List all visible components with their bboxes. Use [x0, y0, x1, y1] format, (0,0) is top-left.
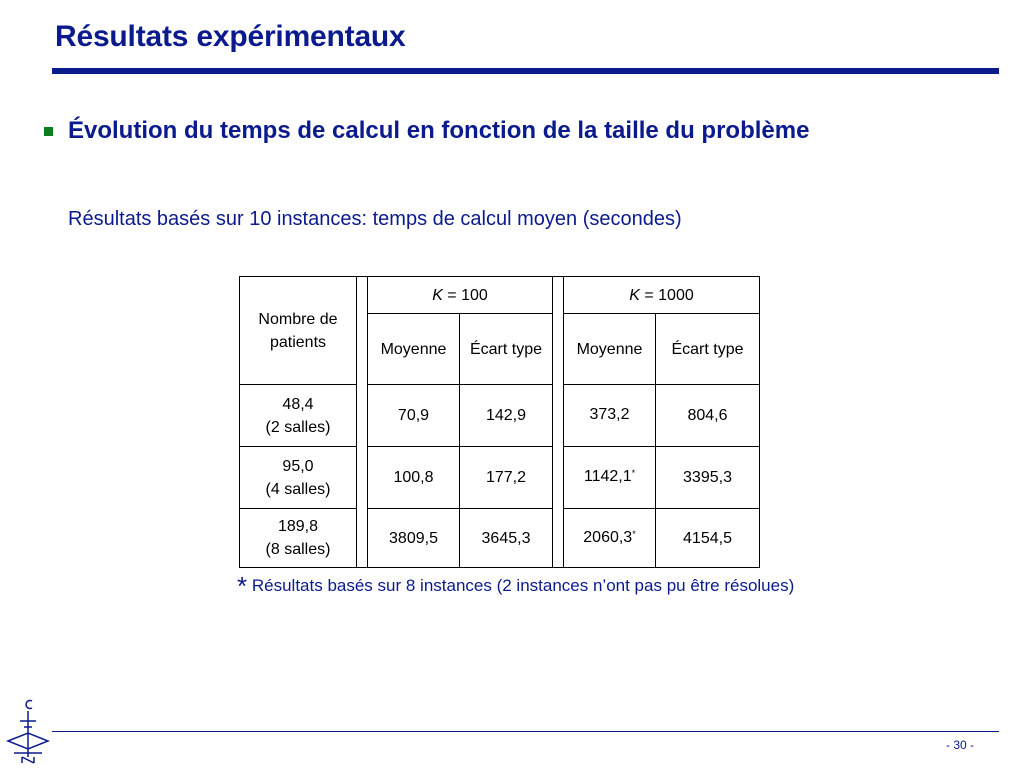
rooms-value: (4 salles): [265, 480, 331, 498]
cell-std-k1000: 3395,3: [656, 447, 760, 509]
footnote-star: *: [237, 571, 248, 601]
title-divider: [52, 68, 999, 74]
footnote-text: Résultats basés sur 8 instances (2 instances n’ont pas pu être résolues): [251, 576, 795, 595]
table-row: [240, 385, 760, 447]
results-caption: Résultats basés sur 10 instances: temps de calcul moyen (secondes): [68, 208, 682, 230]
group-label: = 100: [442, 286, 488, 304]
header-std: Écart type: [656, 314, 760, 385]
rooms-value: (8 salles): [265, 541, 331, 558]
size-value: 48,4: [282, 395, 314, 413]
mean-value: 373,2: [589, 406, 630, 423]
cell-std-k100: 142,9: [460, 385, 553, 447]
footnote: [237, 570, 837, 601]
cell-std-k1000: 804,6: [656, 385, 760, 447]
bullet-point: [44, 114, 844, 147]
column-separator: [357, 277, 368, 568]
mean-value: 2060,3: [583, 528, 633, 546]
slide-title: Résultats expérimentaux: [55, 20, 406, 53]
cell-std-k100: 177,2: [460, 447, 553, 509]
cell-size: [240, 385, 357, 447]
rooms-value: (2 salles): [265, 418, 331, 436]
header-patients-label: Nombre de patients: [258, 310, 338, 351]
institution-logo-icon: [6, 697, 50, 765]
size-value: 189,8: [277, 518, 319, 535]
k-variable: K: [432, 286, 443, 304]
table-header-row-1: [240, 277, 760, 314]
cell-mean-k1000: [564, 509, 656, 568]
cell-mean-k100: 70,9: [368, 385, 460, 447]
footer-divider: [52, 731, 999, 732]
footnote-mark: *: [631, 468, 636, 478]
footnote-mark: *: [632, 528, 636, 539]
header-group-k100: [368, 277, 553, 314]
header-mean: Moyenne: [368, 314, 460, 385]
page-number: - 30 -: [945, 738, 974, 752]
cell-mean-k100: 100,8: [368, 447, 460, 509]
size-value: 95,0: [282, 457, 314, 475]
cell-mean-k1000: [564, 385, 656, 447]
results-table: [239, 276, 760, 568]
k-variable: K: [629, 286, 640, 304]
table-row: [240, 447, 760, 509]
column-separator: [553, 277, 564, 568]
group-label: = 1000: [639, 286, 694, 304]
cell-mean-k1000: [564, 447, 656, 509]
mean-value: 1142,1: [583, 468, 632, 485]
cell-std-k1000: 4154,5: [656, 509, 760, 568]
header-patients: [240, 277, 357, 385]
cell-std-k100: 3645,3: [460, 509, 553, 568]
header-mean: Moyenne: [564, 314, 656, 385]
cell-size: [240, 509, 357, 568]
bullet-square-icon: [44, 127, 53, 136]
cell-size: [240, 447, 357, 509]
header-group-k1000: [564, 277, 760, 314]
table-row: [240, 509, 760, 568]
header-std: Écart type: [460, 314, 553, 385]
cell-mean-k100: 3809,5: [368, 509, 460, 568]
bullet-text: Évolution du temps de calcul en fonction de la taille du problème: [68, 117, 810, 144]
